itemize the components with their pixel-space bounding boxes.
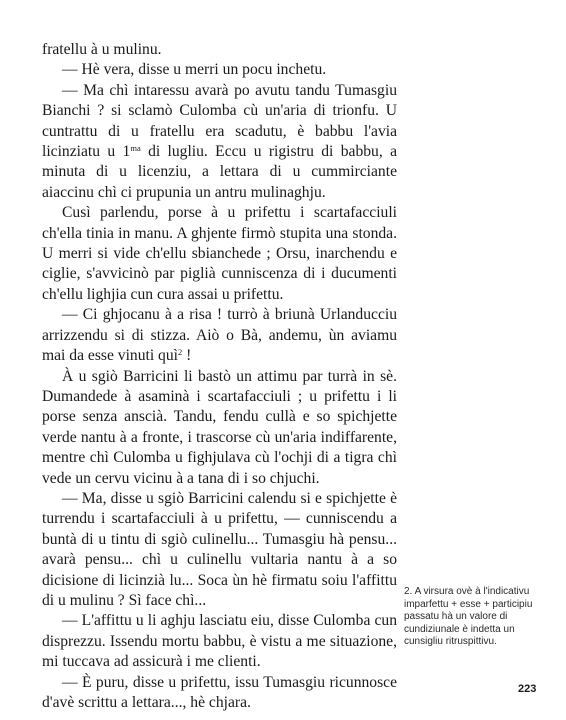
paragraph bbox=[42, 305, 397, 366]
paragraph: — È puru, disse u prifettu, issu Tumasgiu ricunnosce d'avè scrittu a lettara..., hè chjara. bbox=[42, 673, 397, 711]
paragraph: fratellu à u mulinu. bbox=[42, 41, 162, 58]
paragraph-text: — Ma chì intaressu avarà po avutu tandu Tumasgiu Bianchi ? si sclamò Culomba cù un'aria di trionfu. U cuntrattu di u fratellu era scadutu, è babbu l'avia licinziatu u 1 bbox=[42, 81, 397, 161]
paragraph: — Ma, disse u sgiò Barricini calendu si e spichjette è turrendu i scartafacciuli à u prifettu, — cunniscendu a buntà di u tintu di sgiò culinellu... Tumasgiu hà pensu... avarà pensu... chì u culinellu vultaria nantu à a so dicisione di licinzià lu... Soca ùn hè firmatu soiu l'affittu di u mulinu ? Sì face chì... bbox=[42, 489, 397, 609]
paragraph: Cusì parlendu, porse à u prifettu i scartafacciuli ch'ella tinia in manu. A ghjente firmò stupita una stonda. U merri si vide ch'ellu sbianchede ; Orsu, inarchendu e ciglie, s'avvicinò par piglià cunniscenza di i ducumenti ch'ellu lighjia cun cura assai u prifettu. bbox=[42, 204, 397, 303]
paragraph-text: di lugliu. Eccu u rigistru di babbu, a minuta di u licenziu, a lettara di u cummirciante aiaccinu chì ci prupunia un antru mulinaghju. bbox=[42, 143, 397, 201]
footnote: 2. A virsura ovè à l'indicativu imparfettu + esse + participiu passatu hà un valore di cundiziunale è indetta un cunsigliu ritruspittivu. bbox=[404, 586, 533, 648]
footnote-marker: 2 bbox=[178, 347, 183, 358]
superscript: ma bbox=[130, 143, 141, 154]
paragraph bbox=[42, 81, 397, 203]
paragraph-text: ! bbox=[182, 347, 192, 365]
main-text-column bbox=[42, 40, 397, 713]
paragraph-text: — Ci ghjocanu à a risa ! turrò à briunà Urlanducciu arrizzendu si di stizza. Aiò o Bà, andemu, ùn aviamu mai da esse vinuti quì bbox=[42, 306, 397, 365]
paragraph: — Hè vera, disse u merri un pocu inchetu. bbox=[62, 61, 327, 79]
page-number: 223 bbox=[518, 683, 537, 695]
paragraph: — L'affittu u li aghju lasciatu eiu, disse Culomba cun disprezzu. Issendu mortu babbu, è vistu a me situazione, mi tuccava ad assicurà i me clienti. bbox=[42, 612, 397, 671]
paragraph: À u sgiò Barricini li bastò un attimu par turrà in sè. Dumandede à asaminà i scartafacciuli ; u prifettu i li porse senza anscià. Tandu, fendu cullà e so spichjette verde nantu à a fronte, i trascorse cù un'aria indiffarente, mentre chì Culomba u fighjulava cù l'ochji di a tigra chì vede un cervu vicinu à a tana di i so chjuchi. bbox=[42, 367, 397, 487]
